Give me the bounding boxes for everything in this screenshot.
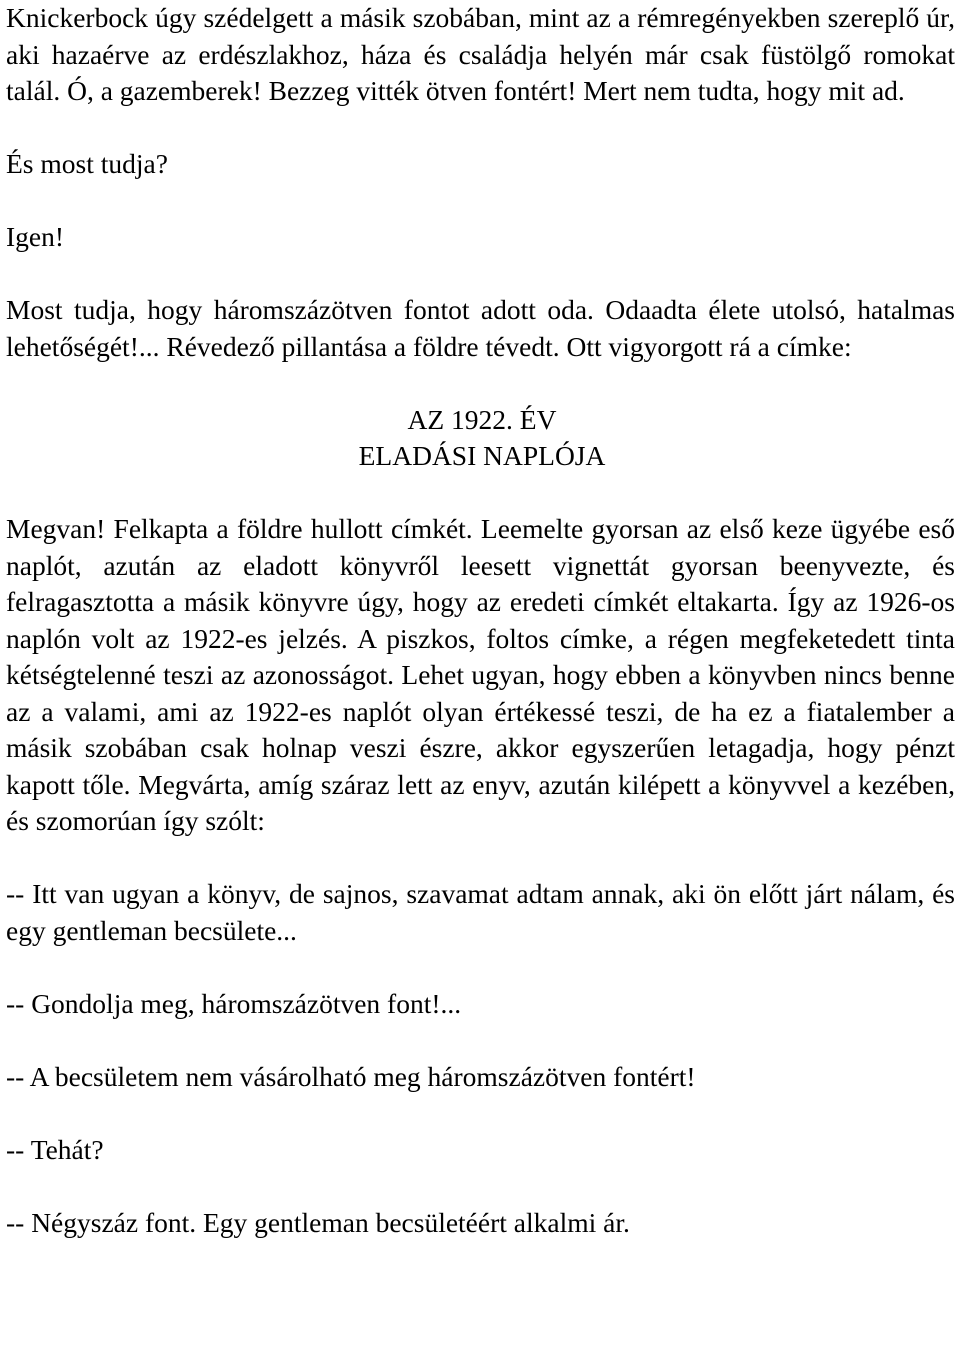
paragraph-question: És most tudja? <box>6 148 168 179</box>
paragraph-answer: Igen! <box>6 221 65 252</box>
dialogue-line-1: -- Itt van ugyan a könyv, de sajnos, szavamat adtam annak, aki ön előtt járt nálam, és egy gentleman becsülete... <box>6 878 955 946</box>
paragraph-swap: Megvan! Felkapta a földre hullott címkét. Leemelte gyorsan az első keze ügyébe eső naplót, azután az eladott könyvről leesett vignettát gyorsan beenyvezte, és felragasztotta a másik könyvre úgy, hogy az eredeti címkét eltakarta. Így az 1926-os naplón volt az 1922-es jelzés. A piszkos, foltos címke, a régen megfeketedett tinta kétségtelenné teszi az azonosságot. Lehet ugyan, hogy ebben a könyvben nincs benne az a valami, ami az 1922-es naplót olyan értékessé teszi, de ha ez a fiatalember a másik szobában csak holnap veszi észre, akkor egyszerűen letagadja, hogy pénzt kapott tőle. Megvárta, amíg száraz lett az enyv, azután kilépett a könyvvel a kezében, és szomorúan így szólt: <box>6 513 955 836</box>
book-label-line-2: ELADÁSI NAPLÓJA <box>358 440 606 471</box>
dialogue-line-2: -- Gondolja meg, háromszázötven font!... <box>6 987 462 1019</box>
dialogue-line-5: -- Négyszáz font. Egy gentleman becsületéért alkalmi ár. <box>6 1206 630 1238</box>
paragraph-realization: Most tudja, hogy háromszázötven fontot adott oda. Odaadta élete utolsó, hatalmas lehetőségét!... Révedező pillantása a földre tévedt. Ott vigyorgott rá a címke: <box>6 294 955 362</box>
book-label-line-1: AZ 1922. ÉV <box>407 403 557 435</box>
book-label <box>6 402 955 475</box>
paragraph-intro: Knickerbock úgy szédelgett a másik szobában, mint az a rémregényekben szereplő úr, aki hazaérve az erdészlakhoz, háza és családja helyén már csak füstölgő romokat talál. Ó, a gazemberek! Bezzeg vitték ötven fontért! Mert nem tudta, hogy mit ad. <box>6 2 955 106</box>
dialogue-line-4: -- Tehát? <box>6 1133 104 1165</box>
dialogue-line-3: -- A becsületem nem vásárolható meg háromszázötven fontért! <box>6 1060 696 1092</box>
